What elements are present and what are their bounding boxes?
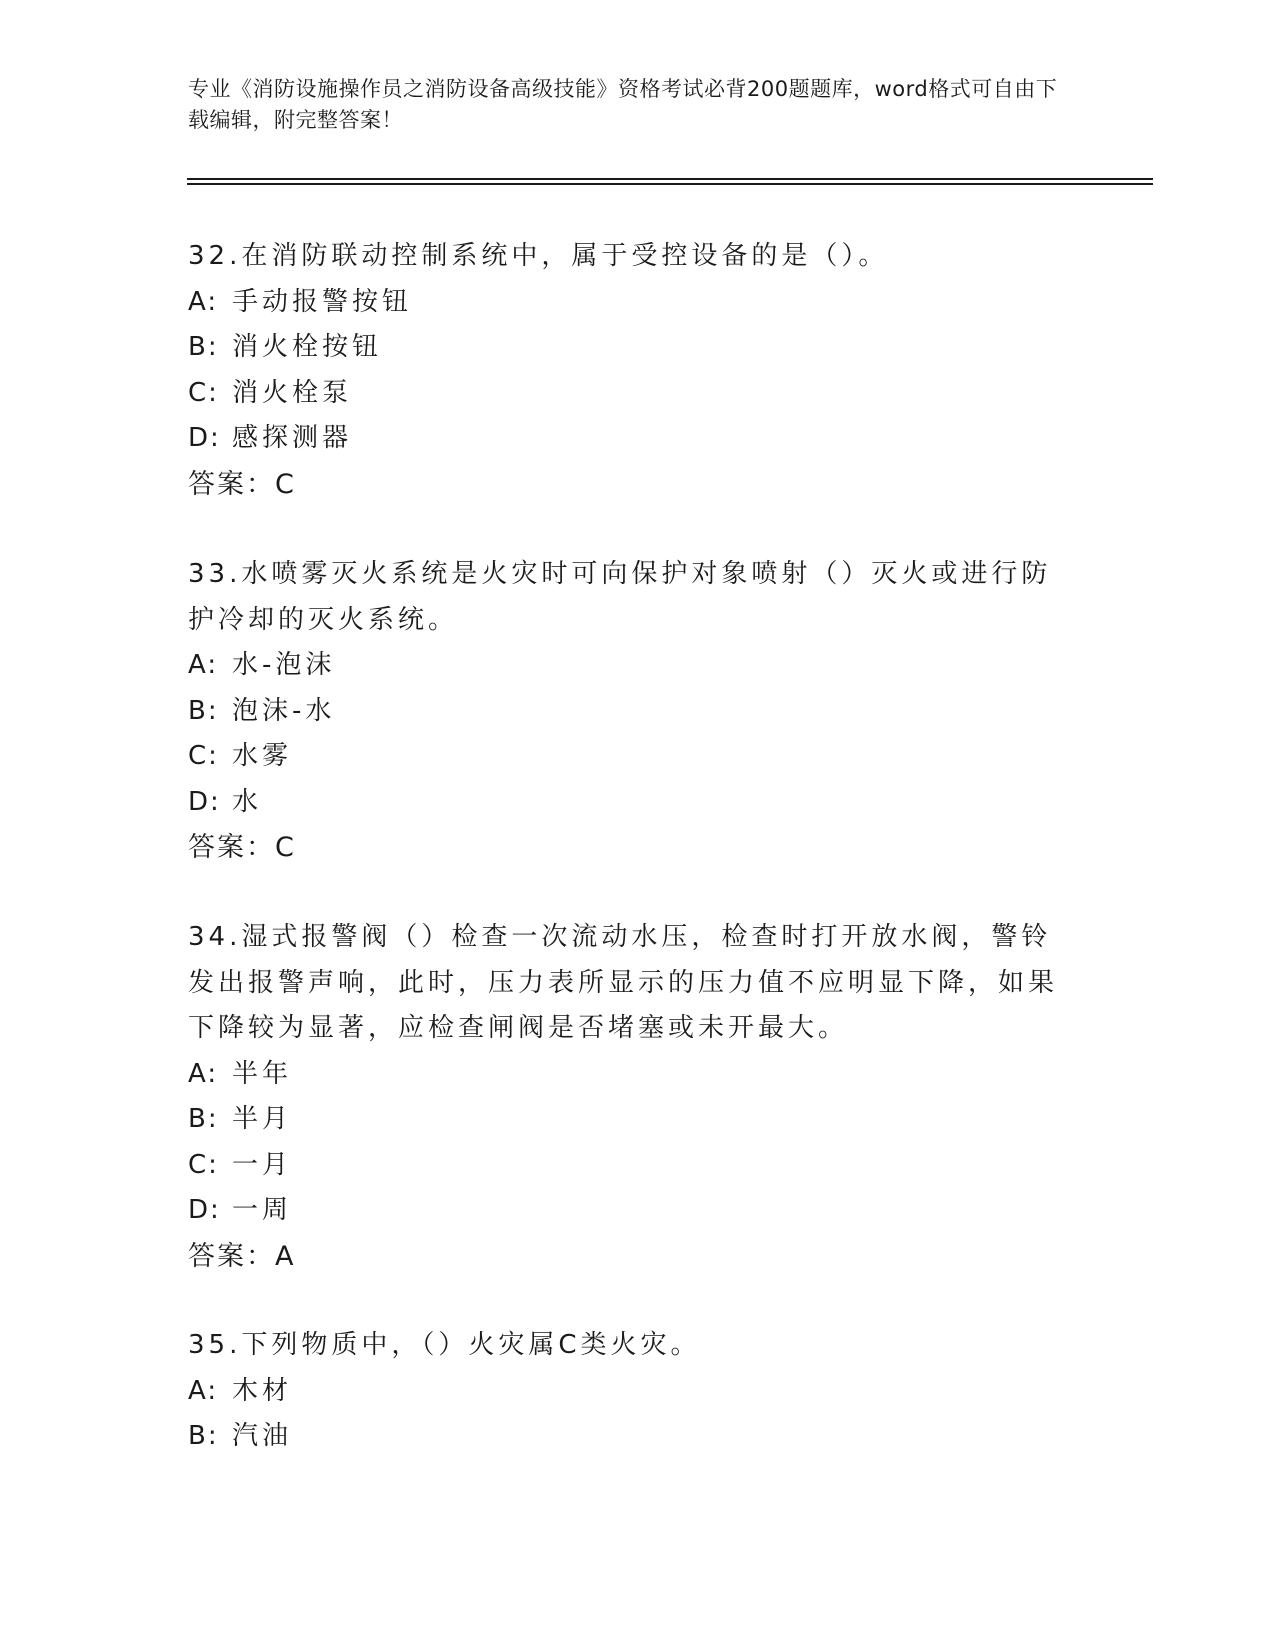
answer-line: 答案：C xyxy=(188,468,296,500)
option-a xyxy=(188,280,1078,326)
option-text: 半月 xyxy=(232,1104,293,1134)
document-header: 专业《消防设施操作员之消防设备高级技能》资格考试必背200题题库，word格式可自由下载编辑，附完整答案！ xyxy=(188,77,1058,132)
answer-line: 答案：A xyxy=(188,1240,296,1272)
option-letter: B: xyxy=(188,1421,219,1451)
header-divider-bottom xyxy=(187,183,1153,185)
option-d xyxy=(188,416,1078,462)
option-letter: B: xyxy=(188,695,219,726)
option-letter: C: xyxy=(188,377,219,408)
option-letter: C: xyxy=(188,741,219,771)
option-text: 半年 xyxy=(232,1058,293,1089)
option-d xyxy=(188,1188,1078,1234)
option-text: 水 xyxy=(232,786,263,817)
option-text: 消火栓按钮 xyxy=(232,332,383,362)
option-text: 消火栓泵 xyxy=(232,377,353,408)
option-letter: B: xyxy=(188,332,219,362)
option-a xyxy=(188,1052,1078,1098)
question-stem: 34.湿式报警阀（）检查一次流动水压，检查时打开放水阀，警铃发出报警声响，此时，压力表所显示的压力值不应明显下降，如果下降较为显著，应检查闸阀是否堵塞或未开最大。 xyxy=(188,922,1059,1043)
option-b xyxy=(188,1414,1078,1460)
option-letter: D: xyxy=(188,423,221,453)
header-divider-top xyxy=(187,178,1153,180)
question-stem: 33.水喷雾灭火系统是火灾时可向保护对象喷射（）灭火或进行防护冷却的灭火系统。 xyxy=(188,559,1052,635)
question-stem: 35.下列物质中，（）火灾属C类火灾。 xyxy=(188,1330,701,1360)
option-a xyxy=(188,643,1078,689)
question-32 xyxy=(188,234,1078,507)
option-text: 感探测器 xyxy=(232,423,353,453)
question-33 xyxy=(188,552,1078,871)
option-letter: A: xyxy=(188,1058,219,1089)
option-d xyxy=(188,780,1078,826)
option-c xyxy=(188,371,1078,417)
question-35 xyxy=(188,1323,1078,1460)
option-a xyxy=(188,1369,1078,1415)
option-letter: A: xyxy=(188,286,219,317)
option-letter: D: xyxy=(188,786,221,817)
option-letter: B: xyxy=(188,1104,219,1134)
option-b xyxy=(188,1097,1078,1143)
option-c xyxy=(188,1143,1078,1189)
option-text: 一月 xyxy=(232,1149,293,1180)
option-text: 木材 xyxy=(232,1375,293,1406)
option-letter: A: xyxy=(188,650,219,680)
option-letter: D: xyxy=(188,1195,221,1225)
option-text: 汽油 xyxy=(232,1421,293,1451)
question-stem: 32.在消防联动控制系统中，属于受控设备的是（）。 xyxy=(188,241,889,271)
option-text: 泡沫-水 xyxy=(232,695,336,726)
option-b xyxy=(188,689,1078,735)
option-text: 水雾 xyxy=(232,741,293,771)
option-text: 水-泡沫 xyxy=(232,650,336,680)
option-b xyxy=(188,325,1078,371)
option-letter: A: xyxy=(188,1375,219,1406)
option-text: 手动报警按钮 xyxy=(232,286,413,317)
option-text: 一周 xyxy=(232,1195,293,1225)
answer-line: 答案：C xyxy=(188,832,296,863)
question-34 xyxy=(188,915,1078,1279)
option-letter: C: xyxy=(188,1149,219,1180)
option-c xyxy=(188,734,1078,780)
